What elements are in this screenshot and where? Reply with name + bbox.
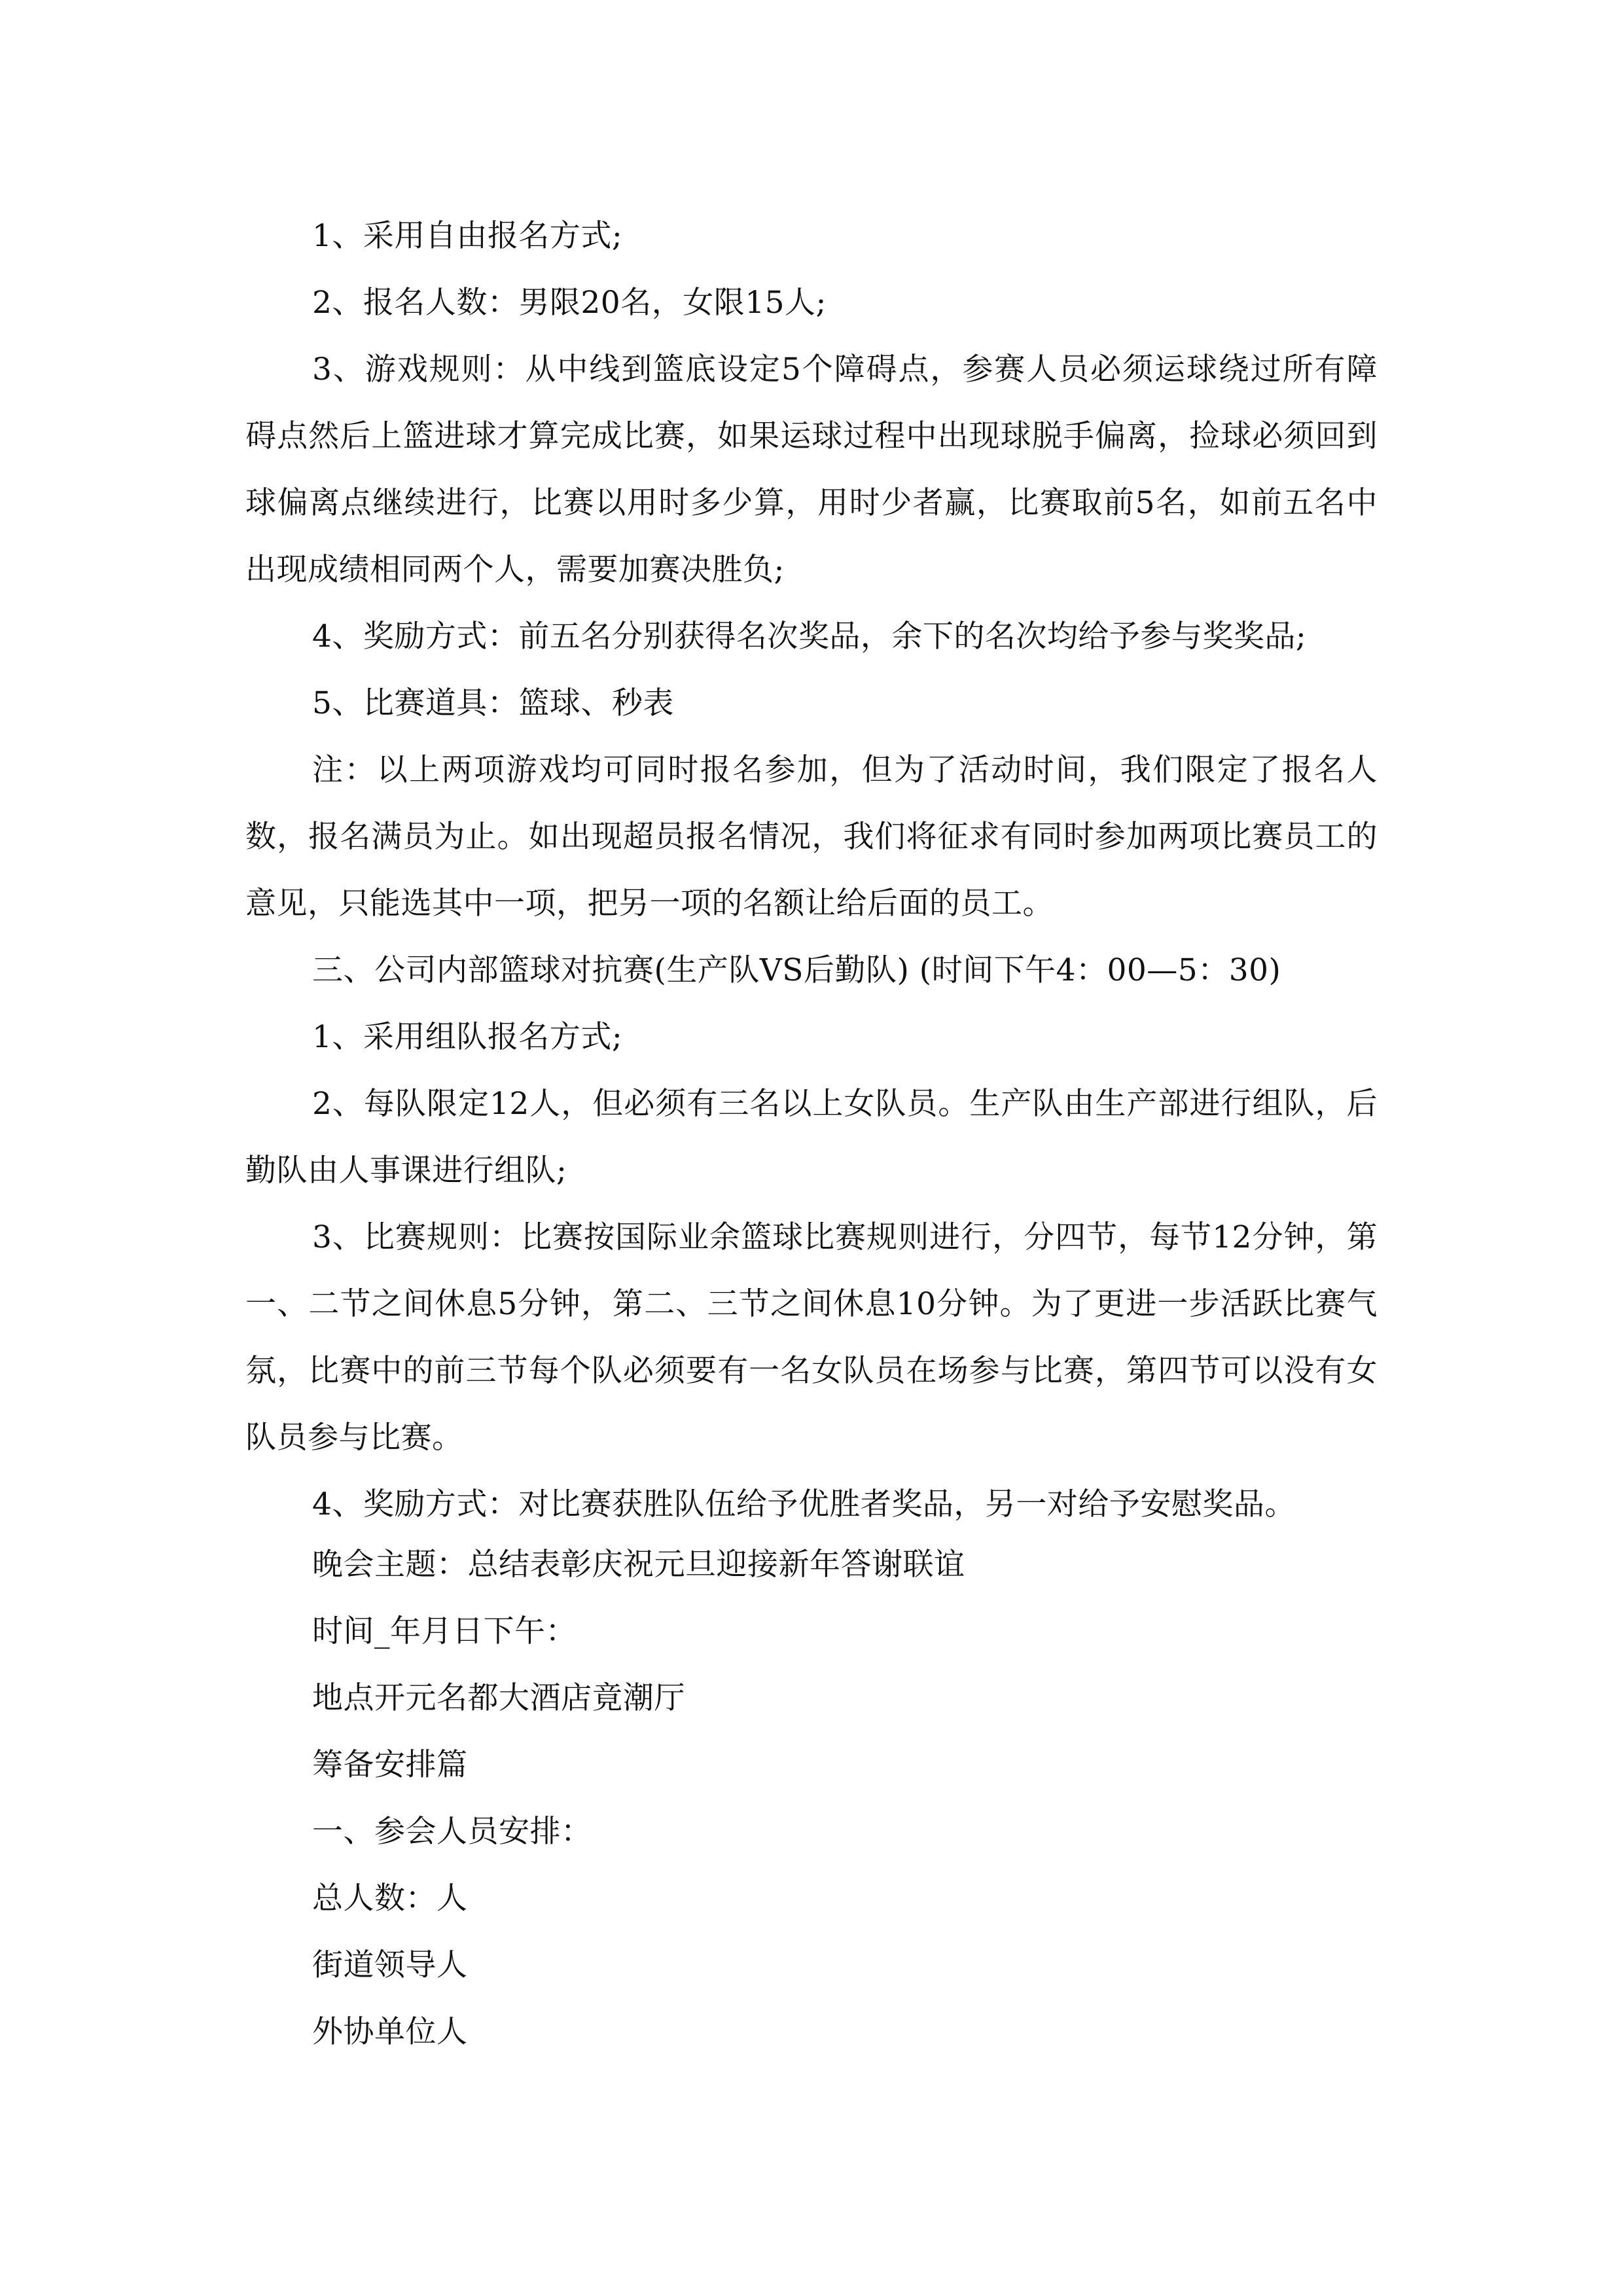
paragraph-team-registration: 1、采用组队报名方式;	[312, 1019, 623, 1055]
paragraph-reward-method: 4、奖励方式：前五名分别获得名次奖品，余下的名次均给予参与奖奖品;	[312, 619, 1307, 655]
paragraph-game-props: 5、比赛道具：篮球、秒表	[312, 685, 674, 721]
paragraph-registration-method: 1、采用自由报名方式;	[312, 218, 623, 254]
paragraph-match-rules: 3、比赛规则：比赛按国际业余篮球比赛规则进行，分四节，每节12分钟，第一、二节之间休息5分钟，第二、三节之间休息10分钟。为了更进一步活跃比赛气氛，比赛中的前三节每个队必须要有一名女队员在场参与比赛，第四节可以没有女队员参与比赛。	[245, 1219, 1378, 1456]
party-location: 地点开元名都大酒店竟潮厅	[312, 1680, 685, 1716]
party-theme: 晚会主题：总结表彰庆祝元旦迎接新年答谢联谊	[312, 1547, 965, 1583]
total-attendees: 总人数：人	[312, 1880, 468, 1916]
paragraph-match-reward: 4、奖励方式：对比赛获胜队伍给予优胜者奖品，另一对给予安慰奖品。	[312, 1486, 1296, 1522]
preparation-heading: 筹备安排篇	[312, 1747, 468, 1783]
paragraph-team-limit: 2、每队限定12人，但必须有三名以上女队员。生产队由生产部进行组队，后勤队由人事课进行组队;	[245, 1086, 1378, 1189]
party-time: 时间_年月日下午：	[312, 1613, 577, 1649]
paragraph-registration-limit: 2、报名人数：男限20名，女限15人;	[312, 285, 827, 321]
paragraph-note: 注：以上两项游戏均可同时报名参加，但为了活动时间，我们限定了报名人数，报名满员为止。如出现超员报名情况，我们将征求有同时参加两项比赛员工的意见，只能选其中一项，把另一项的名额让给后面的员工。	[245, 752, 1378, 922]
heading-basketball-match: 三、公司内部篮球对抗赛(生产队VS后勤队) (时间下午4：00—5：30)	[312, 952, 1281, 988]
evening-party-section	[312, 1532, 1359, 2066]
paragraph-game-rules: 3、游戏规则：从中线到篮底设定5个障碍点，参赛人员必须运球绕过所有障碍点然后上篮进球才算完成比赛，如果运球过程中出现球脱手偏离，捡球必须回到球偏离点继续进行，比赛以用时多少算，用时少者赢，比赛取前5名，如前五名中出现成绩相同两个人，需要加赛决胜负;	[245, 351, 1378, 588]
street-leaders: 街道领导人	[312, 1947, 468, 1983]
external-units: 外协单位人	[312, 2014, 468, 2050]
attendee-arrangement-heading: 一、参会人员安排：	[312, 1814, 592, 1850]
activity-rules-section	[245, 203, 1378, 1538]
